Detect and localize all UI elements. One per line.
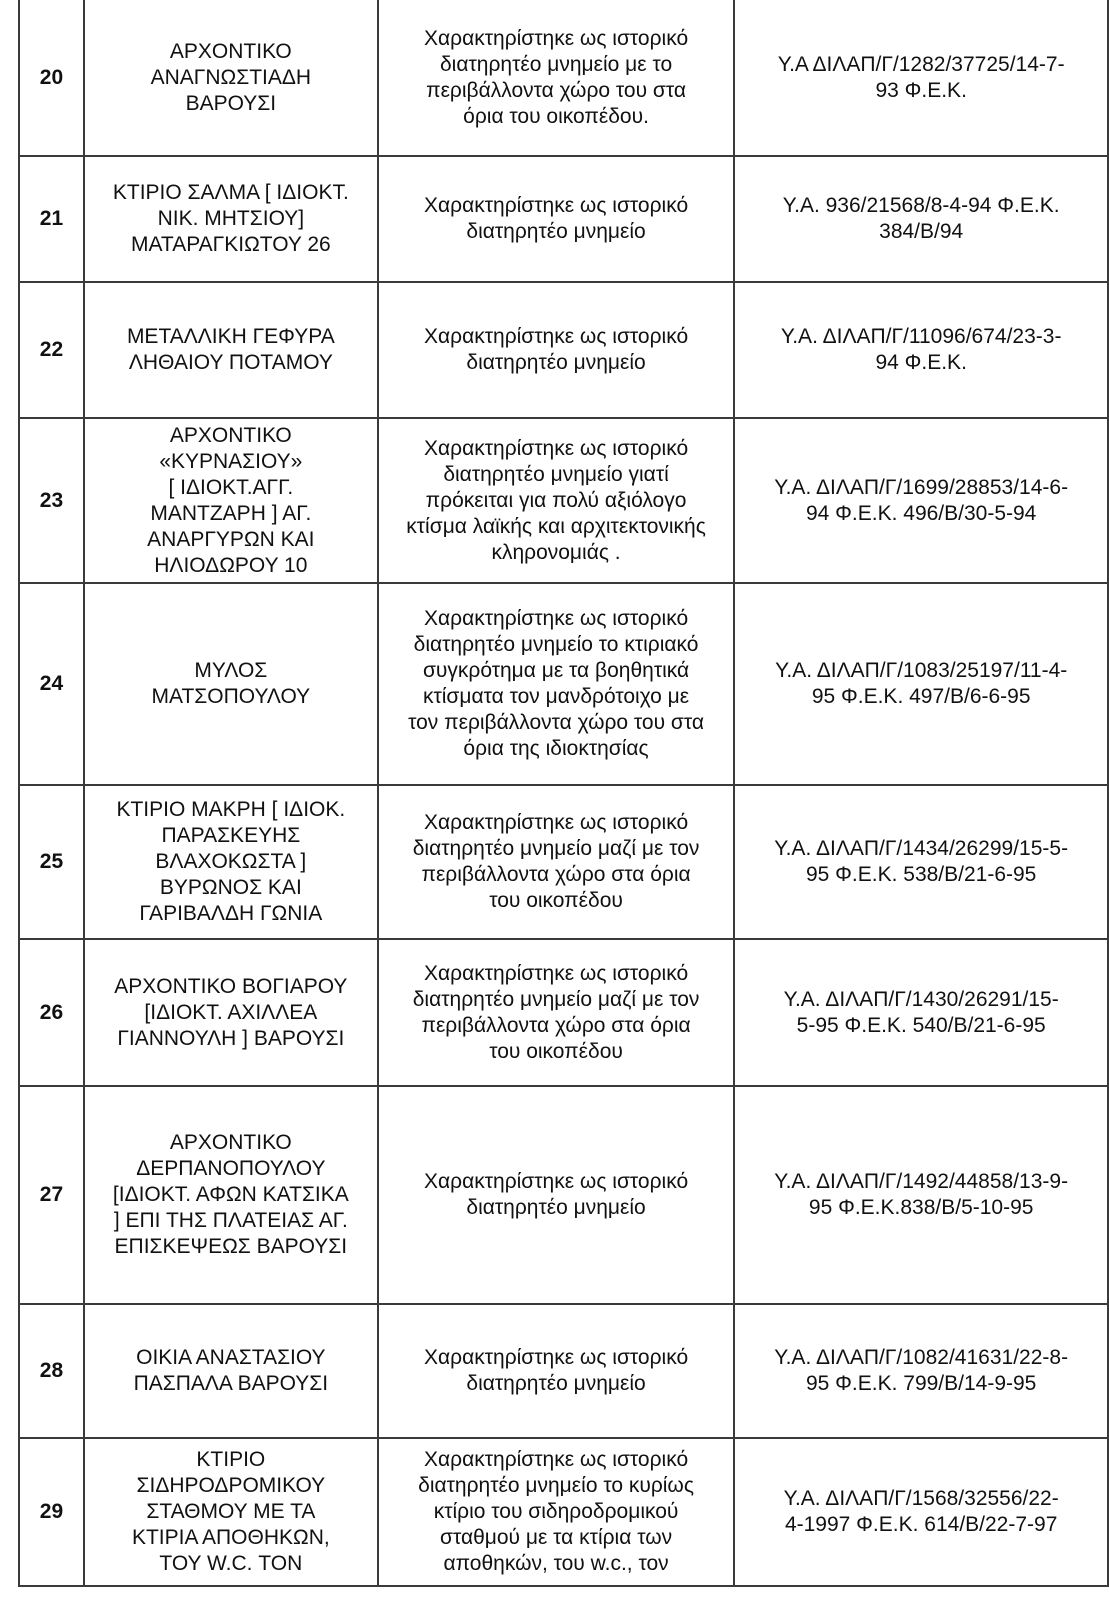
- monument-name: ΜΥΛΟΣ ΜΑΤΣΟΠΟΥΛΟΥ: [84, 583, 378, 785]
- row-number: 21: [19, 156, 84, 282]
- monument-name: ΑΡΧΟΝΤΙΚΟ ΔΕΡΠΑΝΟΠΟΥΛΟΥ [ΙΔΙΟΚΤ. ΑΦΩΝ ΚΑΤΣΙΚΑ ] ΕΠΙ ΤΗΣ ΠΛΑΤΕΙΑΣ ΑΓ. ΕΠΙΣΚΕΨΕΩΣ ΒΑΡΟΥΣΙ: [84, 1086, 378, 1304]
- decree-reference: Υ.Α ΔΙΛΑΠ/Γ/1282/37725/14-7- 93 Φ.Ε.Κ.: [734, 0, 1108, 156]
- decree-reference: Υ.Α. ΔΙΛΑΠ/Γ/1434/26299/15-5- 95 Φ.Ε.Κ. 538/Β/21-6-95: [734, 785, 1108, 939]
- row-number: 29: [19, 1438, 84, 1586]
- designation-description: Χαρακτηρίστηκε ως ιστορικό διατηρητέο μνημείο: [378, 282, 735, 418]
- table-row: [19, 939, 1108, 1086]
- designation-description: Χαρακτηρίστηκε ως ιστορικό διατηρητέο μνημείο: [378, 156, 735, 282]
- designation-description: Χαρακτηρίστηκε ως ιστορικό διατηρητέο μνημείο με το περιβάλλοντα χώρο του στα όρια του οικοπέδου.: [378, 0, 735, 156]
- monument-name: ΑΡΧΟΝΤΙΚΟ ΒΟΓΙΑΡΟΥ [ΙΔΙΟΚΤ. ΑΧΙΛΛΕΑ ΓΙΑΝΝΟΥΛΗ ] ΒΑΡΟΥΣΙ: [84, 939, 378, 1086]
- monument-name: ΑΡΧΟΝΤΙΚΟ ΑΝΑΓΝΩΣΤΙΑΔΗ ΒΑΡΟΥΣΙ: [84, 0, 378, 156]
- row-number: 22: [19, 282, 84, 418]
- table-row: [19, 583, 1108, 785]
- table-row: [19, 282, 1108, 418]
- row-number: 23: [19, 418, 84, 583]
- row-number: 24: [19, 583, 84, 785]
- designation-description: Χαρακτηρίστηκε ως ιστορικό διατηρητέο μνημείο: [378, 1086, 735, 1304]
- designation-description: Χαρακτηρίστηκε ως ιστορικό διατηρητέο μνημείο: [378, 1304, 735, 1438]
- row-number: 28: [19, 1304, 84, 1438]
- row-number: 26: [19, 939, 84, 1086]
- decree-reference: Υ.Α. ΔΙΛΑΠ/Γ/1083/25197/11-4- 95 Φ.Ε.Κ. 497/Β/6-6-95: [734, 583, 1108, 785]
- monument-name: ΟΙΚΙΑ ΑΝΑΣΤΑΣΙΟΥ ΠΑΣΠΑΛΑ ΒΑΡΟΥΣΙ: [84, 1304, 378, 1438]
- row-number: 27: [19, 1086, 84, 1304]
- monument-name: ΜΕΤΑΛΛΙΚΗ ΓΕΦΥΡΑ ΛΗΘΑΙΟΥ ΠΟΤΑΜΟΥ: [84, 282, 378, 418]
- decree-reference: Υ.Α. ΔΙΛΑΠ/Γ/11096/674/23-3- 94 Φ.Ε.Κ.: [734, 282, 1108, 418]
- table-row: [19, 1086, 1108, 1304]
- table-row: [19, 156, 1108, 282]
- table-row: [19, 1304, 1108, 1438]
- row-number: 25: [19, 785, 84, 939]
- designation-description: Χαρακτηρίστηκε ως ιστορικό διατηρητέο μνημείο το κυρίως κτίριο του σιδηροδρομικού σταθμού με τα κτίρια των αποθηκών, του w.c., τον: [378, 1438, 735, 1586]
- table-row: [19, 0, 1108, 156]
- designation-description: Χαρακτηρίστηκε ως ιστορικό διατηρητέο μνημείο το κτιριακό συγκρότημα με τα βοηθητικά κτίσματα τον μανδρότοιχο με τον περιβάλλοντα χώρο του στα όρια της ιδιοκτησίας: [378, 583, 735, 785]
- decree-reference: Υ.Α. ΔΙΛΑΠ/Γ/1430/26291/15- 5-95 Φ.Ε.Κ. 540/Β/21-6-95: [734, 939, 1108, 1086]
- decree-reference: Υ.Α. ΔΙΛΑΠ/Γ/1699/28853/14-6- 94 Φ.Ε.Κ. 496/Β/30-5-94: [734, 418, 1108, 583]
- monuments-table: [18, 0, 1109, 1587]
- decree-reference: Υ.Α. ΔΙΛΑΠ/Γ/1082/41631/22-8- 95 Φ.Ε.Κ. 799/Β/14-9-95: [734, 1304, 1108, 1438]
- designation-description: Χαρακτηρίστηκε ως ιστορικό διατηρητέο μνημείο γιατί πρόκειται για πολύ αξιόλογο κτίσμα λαϊκής και αρχιτεκτονικής κληρονομιάς .: [378, 418, 735, 583]
- table-row: [19, 1438, 1108, 1586]
- monument-name: ΚΤΙΡΙΟ ΣΑΛΜΑ [ ΙΔΙΟΚΤ. ΝΙΚ. ΜΗΤΣΙΟΥ] ΜΑΤΑΡΑΓΚΙΩΤΟΥ 26: [84, 156, 378, 282]
- decree-reference: Υ.Α. ΔΙΛΑΠ/Γ/1568/32556/22- 4-1997 Φ.Ε.Κ. 614/Β/22-7-97: [734, 1438, 1108, 1586]
- designation-description: Χαρακτηρίστηκε ως ιστορικό διατηρητέο μνημείο μαζί με τον περιβάλλοντα χώρο στα όρια του οικοπέδου: [378, 939, 735, 1086]
- row-number: 20: [19, 0, 84, 156]
- monument-name: ΚΤΙΡΙΟ ΜΑΚΡΗ [ ΙΔΙΟΚ. ΠΑΡΑΣΚΕΥΗΣ ΒΛΑΧΟΚΩΣΤΑ ] ΒΥΡΩΝΟΣ ΚΑΙ ΓΑΡΙΒΑΛΔΗ ΓΩΝΙΑ: [84, 785, 378, 939]
- decree-reference: Υ.Α. ΔΙΛΑΠ/Γ/1492/44858/13-9- 95 Φ.Ε.Κ.838/Β/5-10-95: [734, 1086, 1108, 1304]
- table-row: [19, 418, 1108, 583]
- table-row: [19, 785, 1108, 939]
- designation-description: Χαρακτηρίστηκε ως ιστορικό διατηρητέο μνημείο μαζί με τον περιβάλλοντα χώρο στα όρια του οικοπέδου: [378, 785, 735, 939]
- monument-name: ΑΡΧΟΝΤΙΚΟ «ΚΥΡΝΑΣΙΟΥ» [ ΙΔΙΟΚΤ.ΑΓΓ. ΜΑΝΤΖΑΡΗ ] ΑΓ. ΑΝΑΡΓΥΡΩΝ ΚΑΙ ΗΛΙΟΔΩΡΟΥ 10: [84, 418, 378, 583]
- monument-name: ΚΤΙΡΙΟ ΣΙΔΗΡΟΔΡΟΜΙΚΟΥ ΣΤΑΘΜΟΥ ΜΕ ΤΑ ΚΤΙΡΙΑ ΑΠΟΘΗΚΩΝ, ΤΟΥ W.C. ΤΟΝ: [84, 1438, 378, 1586]
- decree-reference: Υ.Α. 936/21568/8-4-94 Φ.Ε.Κ. 384/Β/94: [734, 156, 1108, 282]
